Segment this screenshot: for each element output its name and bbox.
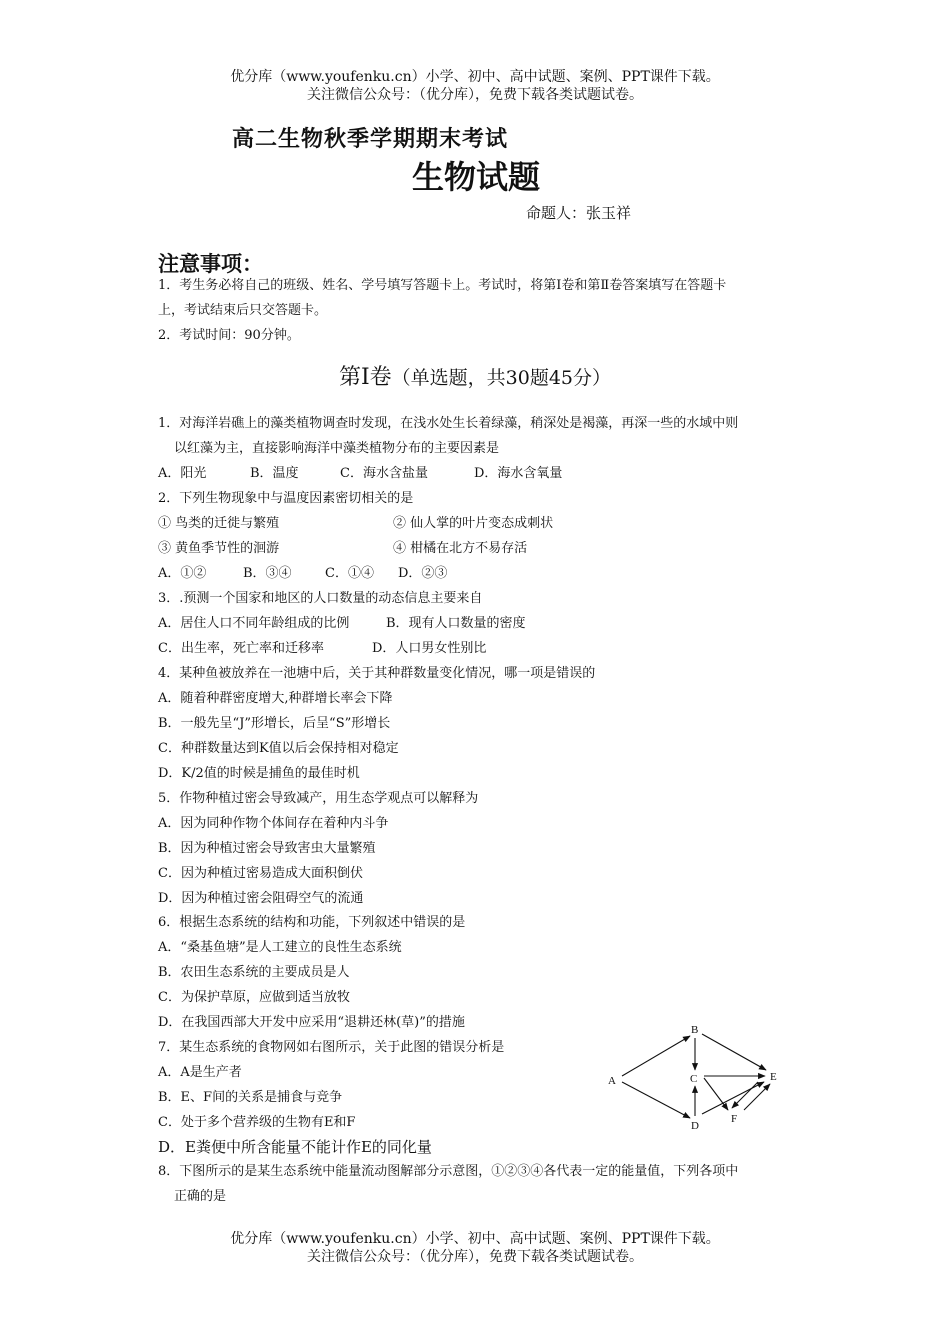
header-line-2: 关注微信公众号：（优分库），免费下载各类试题试卷。 — [307, 87, 643, 103]
q6-option: A．“桑基鱼塘”是人工建立的良性生态系统 — [158, 940, 402, 955]
q4-stem: 4．某种鱼被放养在一池塘中后，关于其种群数量变化情况，哪一项是错误的 — [158, 666, 596, 681]
q2-option: A．①② — [158, 566, 207, 581]
q7-option: B．E、F间的关系是捕食与竞争 — [158, 1090, 343, 1105]
exam-subject: 生物试题 — [412, 158, 541, 196]
footer-line-1: 优分库（www.youfenku.cn）小学、初中、高中试题、案例、PPT课件下载。 — [230, 1231, 720, 1247]
part1-subtitle: （单选题，共30题45分） — [391, 367, 612, 389]
q2-option: D．②③ — [398, 566, 448, 581]
node-c-label: C — [690, 1073, 698, 1085]
q3-option: B．现有人口数量的密度 — [386, 616, 526, 631]
edge-b-e — [702, 1034, 766, 1070]
q5-stem: 5．作物种植过密会导致减产，用生态学观点可以解释为 — [158, 791, 479, 806]
edge-a-d — [622, 1082, 690, 1118]
notice-item-1b: 上，考试结束后只交答题卡。 — [158, 303, 328, 318]
q2-stem: 2．下列生物现象中与温度因素密切相关的是 — [158, 491, 414, 506]
edge-c-f — [704, 1078, 728, 1110]
q2-item: ② 仙人掌的叶片变态成刺状 — [393, 516, 554, 531]
q7-stem: 7．某生态系统的食物网如右图所示，关于此图的错误分析是 — [158, 1040, 505, 1055]
q1-stem-a: 1．对海洋岩礁上的藻类植物调查时发现，在浅水处生长着绿藻，稍深处是褐藻，再深一些的水域中则 — [158, 416, 739, 431]
q1-option: D．海水含氧量 — [474, 466, 563, 481]
q5-option: B．因为种植过密会导致害虫大量繁殖 — [158, 841, 376, 856]
q2-item: ① 鸟类的迁徙与繁殖 — [158, 516, 280, 531]
q7-option: D．E粪便中所含能量不能计作E的同化量 — [158, 1138, 432, 1156]
q3-option: D．人口男女性别比 — [372, 641, 487, 656]
node-b-label: B — [691, 1024, 699, 1036]
q3-stem: 3．.预测一个国家和地区的人口数量的动态信息主要来自 — [158, 591, 483, 606]
q7-option: C．处于多个营养级的生物有E和F — [158, 1115, 356, 1130]
node-a-label: A — [608, 1075, 616, 1087]
node-d-label: D — [691, 1120, 699, 1132]
q4-option: A．随着种群密度增大,种群增长率会下降 — [158, 691, 393, 706]
q7-option: A．A是生产者 — [158, 1065, 242, 1080]
edge-f-e — [744, 1084, 770, 1110]
footer-line-2: 关注微信公众号：（优分库），免费下载各类试题试卷。 — [307, 1249, 643, 1265]
q8-stem-a: 8．下图所示的是某生态系统中能量流动图解部分示意图，①②③④各代表一定的能量值，下列各项中 — [158, 1164, 739, 1179]
q3-option: C．出生率，死亡率和迁移率 — [158, 641, 324, 656]
header-line-1: 优分库（www.youfenku.cn）小学、初中、高中试题、案例、PPT课件下载。 — [230, 69, 720, 85]
q2-item: ③ 黄鱼季节性的洄游 — [158, 541, 280, 556]
q6-stem: 6．根据生态系统的结构和功能，下列叙述中错误的是 — [158, 915, 466, 930]
food-web-diagram — [598, 1018, 788, 1136]
notice-item-2: 2．考试时间：90分钟。 — [158, 328, 300, 343]
edge-e-f — [732, 1082, 758, 1108]
part1-title-main: 第Ⅰ卷 — [338, 365, 392, 390]
edge-a-b — [622, 1036, 690, 1076]
q5-option: C．因为种植过密易造成大面积倒伏 — [158, 866, 363, 881]
notice-heading: 注意事项： — [158, 252, 263, 276]
node-f-label: F — [731, 1113, 738, 1125]
q3-option: A．居住人口不同年龄组成的比例 — [158, 616, 350, 631]
node-e-label: E — [770, 1071, 777, 1083]
q6-option: B．农田生态系统的主要成员是人 — [158, 965, 350, 980]
q4-option: C．种群数量达到K值以后会保持相对稳定 — [158, 741, 399, 756]
exam-title: 高二生物秋季学期期末考试 — [232, 126, 509, 152]
q2-option: C．①④ — [325, 566, 374, 581]
edge-d-e — [702, 1082, 764, 1114]
q4-option: B．一般先呈“J”形增长，后呈“S”形增长 — [158, 716, 391, 731]
q5-option: A．因为同种作物个体间存在着种内斗争 — [158, 816, 389, 831]
q1-option: C．海水含盐量 — [340, 466, 428, 481]
q1-option: B．温度 — [250, 466, 299, 481]
q6-option: C．为保护草原，应做到适当放牧 — [158, 990, 350, 1005]
q5-option: D．因为种植过密会阻碍空气的流通 — [158, 891, 364, 906]
notice-item-1a: 1．考生务必将自己的班级、姓名、学号填写答题卡上。考试时，将第Ⅰ卷和第Ⅱ卷答案填写在答题卡 — [158, 278, 727, 293]
q4-option: D．K/2值的时候是捕鱼的最佳时机 — [158, 766, 360, 781]
q2-option: B．③④ — [243, 566, 292, 581]
exam-author: 命题人：张玉祥 — [526, 204, 632, 222]
q6-option: D．在我国西部大开发中应采用“退耕还林(草)”的措施 — [158, 1015, 465, 1030]
q1-option: A．阳光 — [158, 466, 207, 481]
q2-item: ④ 柑橘在北方不易存活 — [393, 541, 528, 556]
part1-title — [0, 360, 950, 391]
q1-stem-b: 以红藻为主，直接影响海洋中藻类植物分布的主要因素是 — [174, 441, 500, 456]
q8-stem-b: 正确的是 — [174, 1189, 227, 1204]
